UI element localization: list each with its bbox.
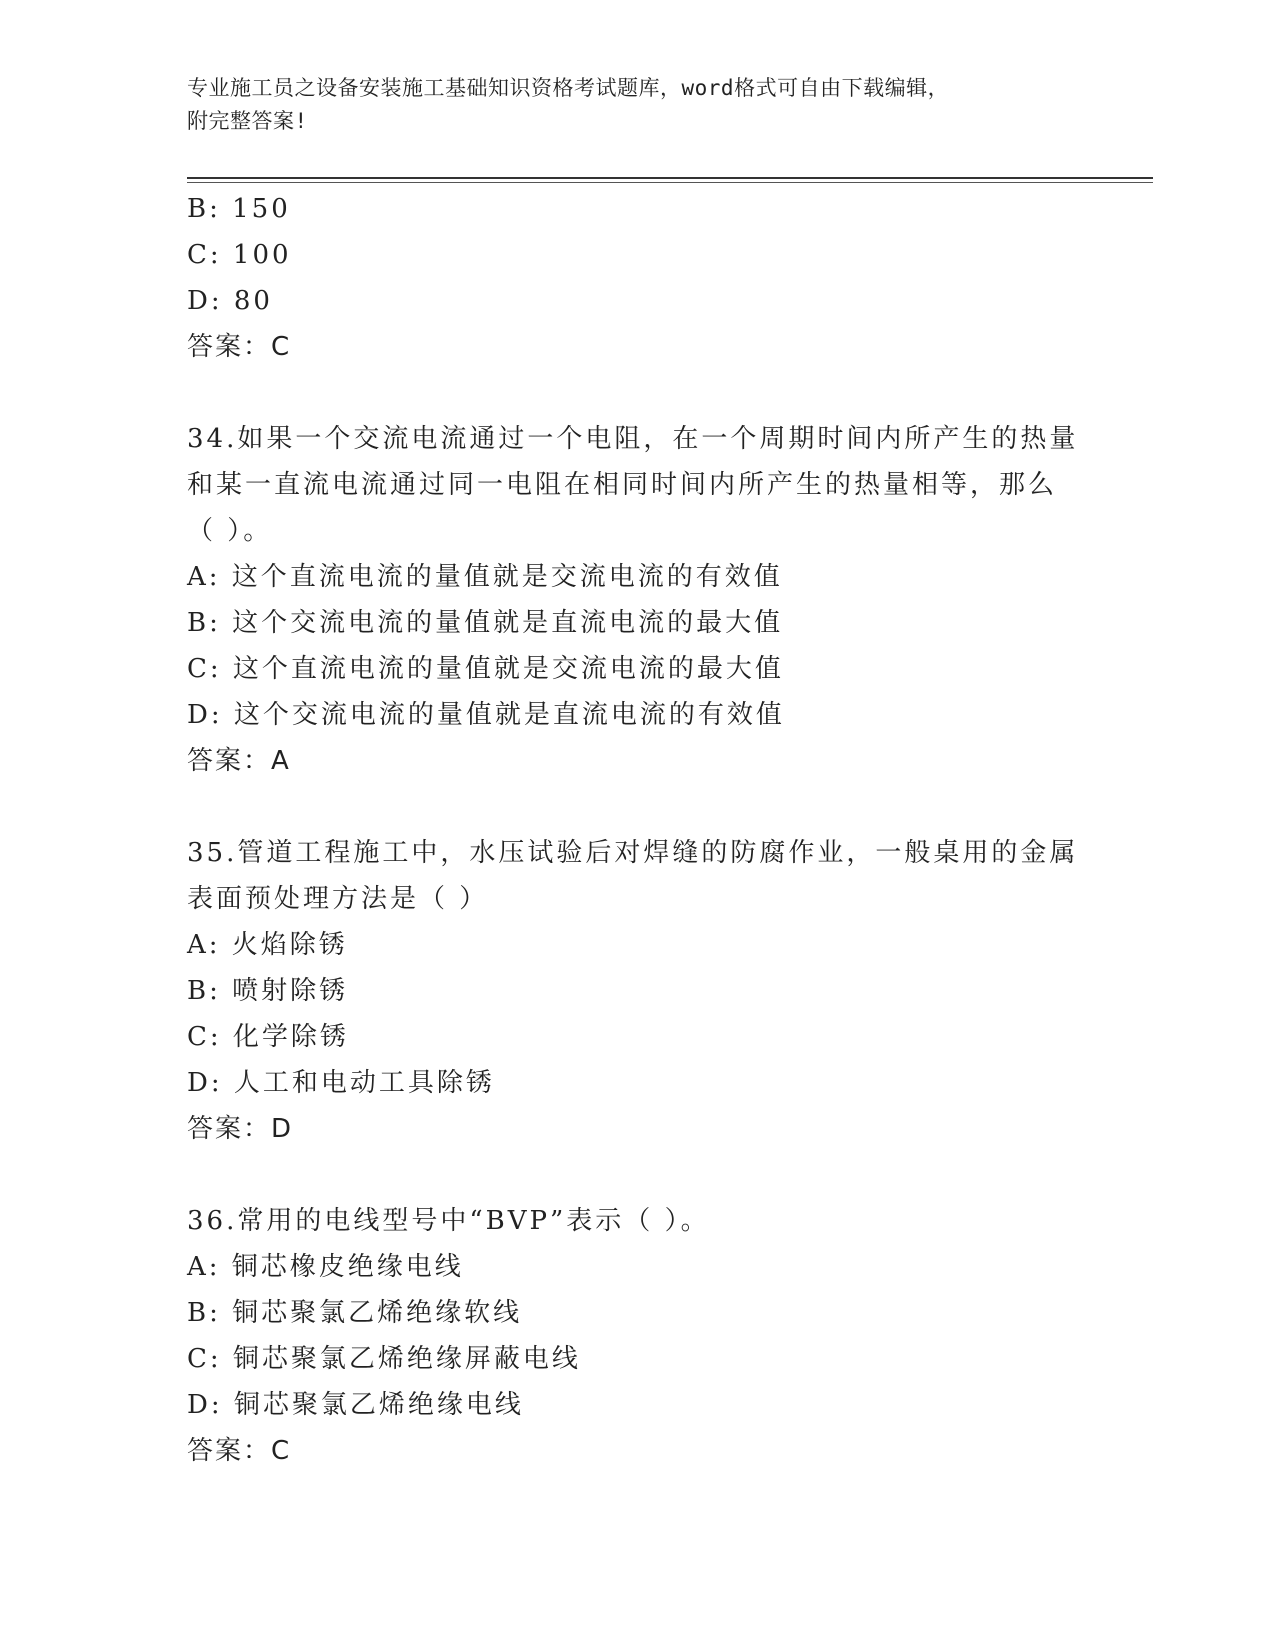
option-c: C: 100 (187, 240, 292, 270)
option-c: C: 这个直流电流的量值就是交流电流的最大值 (187, 654, 784, 684)
question-stem-line: 表面预处理方法是（ ） (187, 884, 489, 914)
spacer (187, 784, 1087, 830)
option-c: C: 铜芯聚氯乙烯绝缘屏蔽电线 (187, 1344, 581, 1374)
answer-line: 答案：A (187, 746, 291, 776)
header-line-1: 专业施工员之设备安装施工基础知识资格考试题库，word格式可自由下载编辑， (187, 76, 950, 100)
option-a: A: 铜芯橡皮绝缘电线 (187, 1252, 464, 1282)
question-stem-line: 和某一直流电流通过同一电阻在相同时间内所产生的热量相等，那么 (187, 470, 1058, 500)
spacer (187, 370, 1087, 416)
answer-line: 答案：C (187, 332, 292, 362)
question-stem-line: 34.如果一个交流电流通过一个电阻，在一个周期时间内所产生的热量 (187, 424, 1079, 454)
question-34 (187, 416, 1087, 784)
question-33-continued (187, 186, 1087, 370)
question-stem-line: 36.常用的电线型号中“BVP”表示（ ）。 (187, 1206, 710, 1236)
header-line-2: 附完整答案! (187, 109, 308, 133)
page-header (187, 72, 1087, 138)
option-d: D: 80 (187, 286, 273, 316)
option-b: B: 150 (187, 194, 291, 224)
question-content (187, 186, 1087, 1474)
option-d: D: 这个交流电流的量值就是直流电流的有效值 (187, 700, 785, 730)
question-stem-line: （ ）。 (187, 516, 273, 546)
option-b: B: 铜芯聚氯乙烯绝缘软线 (187, 1298, 523, 1328)
header-divider-thin (187, 182, 1153, 183)
option-a: A: 火焰除锈 (187, 930, 348, 960)
question-stem-line: 35.管道工程施工中，水压试验后对焊缝的防腐作业，一般桌用的金属 (187, 838, 1079, 868)
header-divider-thick (187, 177, 1153, 179)
answer-line: 答案：D (187, 1114, 294, 1144)
option-b: B: 喷射除锈 (187, 976, 349, 1006)
question-35 (187, 830, 1087, 1152)
option-d: D: 人工和电动工具除锈 (187, 1068, 495, 1098)
spacer (187, 1152, 1087, 1198)
option-b: B: 这个交流电流的量值就是直流电流的最大值 (187, 608, 784, 638)
option-a: A: 这个直流电流的量值就是交流电流的有效值 (187, 562, 783, 592)
answer-line: 答案：C (187, 1436, 292, 1466)
question-36 (187, 1198, 1087, 1474)
option-c: C: 化学除锈 (187, 1022, 349, 1052)
option-d: D: 铜芯聚氯乙烯绝缘电线 (187, 1390, 524, 1420)
